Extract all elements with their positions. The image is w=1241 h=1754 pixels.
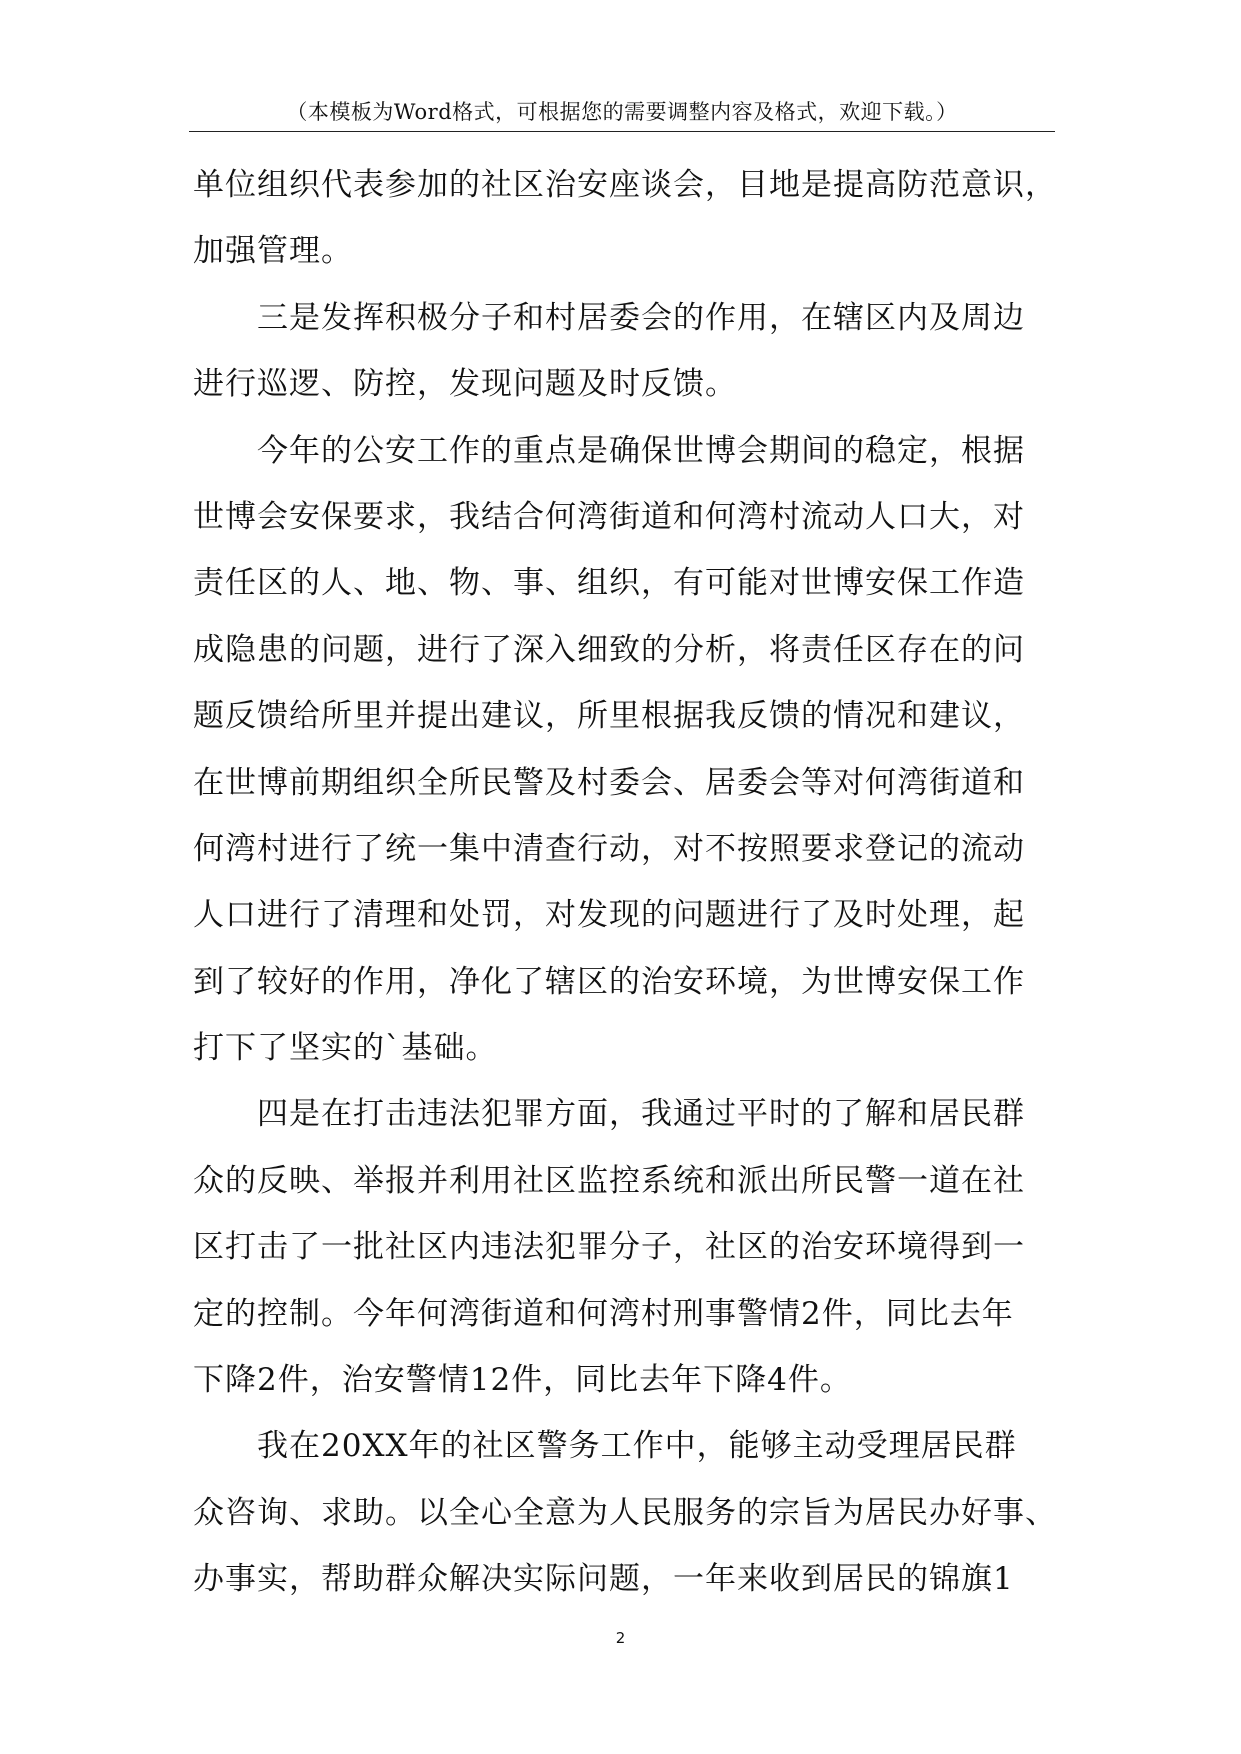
body-line-14: 打下了坚实的`基础。 [193,1030,498,1067]
body-line-12: 人口进行了清理和处罚，对发现的问题进行了及时处理，起 [193,897,1025,934]
body-line-15: 四是在打击违法犯罪方面，我通过平时的了解和居民群 [257,1096,1025,1133]
body-line-21: 众咨询、求助。以全心全意为人民服务的宗旨为居民办好事、 [193,1494,1057,1531]
body-line-18: 定的控制。今年何湾街道和何湾村刑事警情2件，同比去年 [193,1295,1014,1332]
document-header: （本模板为Word格式，可根据您的需要调整内容及格式，欢迎下载。） [286,100,958,124]
document-body [193,152,1057,1613]
body-line-3: 三是发挥积极分子和村居委会的作用，在辖区内及周边 [257,299,1025,336]
body-line-16: 众的反映、举报并利用社区监控系统和派出所民警一道在社 [193,1162,1025,1199]
body-line-13: 到了较好的作用，净化了辖区的治安环境，为世博安保工作 [193,963,1025,1000]
body-line-19: 下降2件，治安警情12件，同比去年下降4件。 [193,1362,852,1399]
body-line-22: 办事实，帮助群众解决实际问题，一年来收到居民的锦旗1 [193,1561,1014,1598]
body-line-2: 加强管理。 [193,233,353,270]
body-line-5: 今年的公安工作的重点是确保世博会期间的稳定，根据 [257,432,1025,469]
body-line-10: 在世博前期组织全所民警及村委会、居委会等对何湾街道和 [193,764,1025,801]
body-line-17: 区打击了一批社区内违法犯罪分子，社区的治安环境得到一 [193,1229,1025,1266]
body-line-20: 我在20XX年的社区警务工作中，能够主动受理居民群 [257,1428,1017,1465]
body-line-4: 进行巡逻、防控，发现问题及时反馈。 [193,366,737,403]
body-line-8: 成隐患的问题，进行了深入细致的分析，将责任区存在的问 [193,631,1025,668]
body-line-9: 题反馈给所里并提出建议，所里根据我反馈的情况和建议， [193,698,1025,735]
header-divider [189,131,1055,132]
body-line-7: 责任区的人、地、物、事、组织，有可能对世博安保工作造 [193,565,1025,602]
body-line-1: 单位组织代表参加的社区治安座谈会，目地是提高防范意识， [193,167,1057,203]
body-line-11: 何湾村进行了统一集中清查行动，对不按照要求登记的流动 [193,830,1025,867]
page-number: 2 [615,1629,626,1647]
body-line-6: 世博会安保要求，我结合何湾街道和何湾村流动人口大，对 [193,498,1025,535]
